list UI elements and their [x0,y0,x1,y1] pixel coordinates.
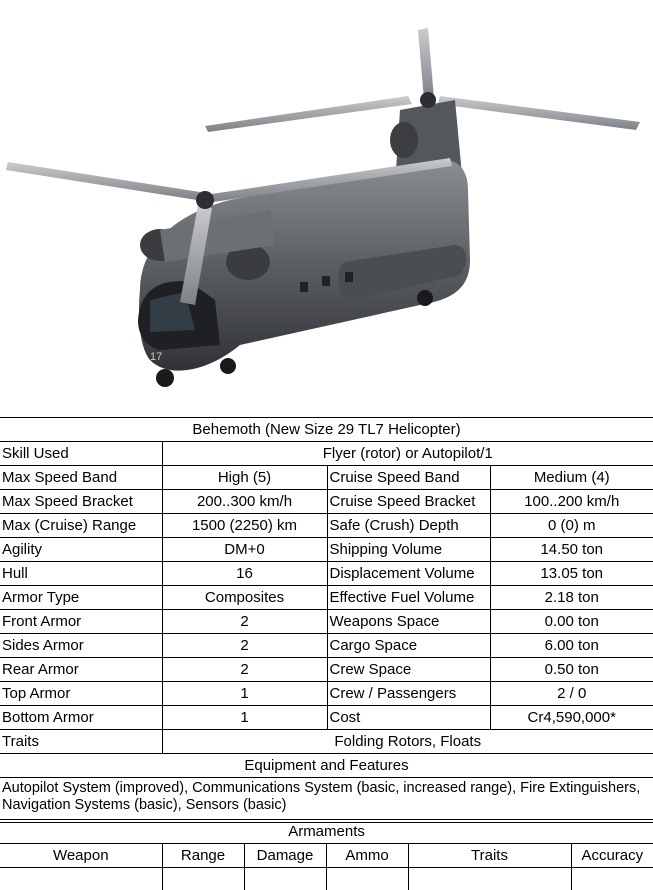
column-header-traits: Traits [408,844,571,868]
stat-value: Cr4,590,000* [490,706,653,730]
column-header-damage: Damage [244,844,326,868]
stats-row [0,514,653,538]
stats-row [0,562,653,586]
helicopter-image [0,0,653,417]
rear-rotor-blade [438,96,640,130]
stat-value: 1 [162,682,327,706]
stat-label: Cruise Speed Bracket [327,490,490,514]
stat-value: 6.00 ton [490,634,653,658]
stat-label: Effective Fuel Volume [327,586,490,610]
traits-label: Traits [0,730,162,754]
stat-label: Armor Type [0,586,162,610]
stats-row [0,610,653,634]
equipment-title: Equipment and Features [0,754,653,778]
traits-value: Folding Rotors, Floats [162,730,653,754]
stat-value: 2 / 0 [490,682,653,706]
skill-value: Flyer (rotor) or Autopilot/1 [162,442,653,466]
stat-label: Crew Space [327,658,490,682]
stat-value: 200..300 km/h [162,490,327,514]
armaments-title: Armaments [0,820,653,844]
stat-value: 0.00 ton [490,610,653,634]
stat-value: 0 (0) m [490,514,653,538]
stats-row [0,586,653,610]
stat-value: Medium (4) [490,466,653,490]
stat-label: Safe (Crush) Depth [327,514,490,538]
stat-label: Max Speed Band [0,466,162,490]
landing-wheel [156,369,174,387]
stat-label: Shipping Volume [327,538,490,562]
stats-row [0,682,653,706]
stat-label: Rear Armor [0,658,162,682]
rear-rotor-blade [205,96,412,132]
stat-label: Cost [327,706,490,730]
stat-label: Hull [0,562,162,586]
stat-value: DM+0 [162,538,327,562]
hull-number: 17 [150,351,162,363]
stats-row [0,706,653,730]
stats-table [0,417,653,823]
stats-row [0,634,653,658]
stat-value: 2 [162,634,327,658]
stat-value: Composites [162,586,327,610]
stat-value: 100..200 km/h [490,490,653,514]
stat-label: Displacement Volume [327,562,490,586]
stat-label: Front Armor [0,610,162,634]
landing-wheel [417,290,433,306]
stat-label: Agility [0,538,162,562]
stat-label: Top Armor [0,682,162,706]
rear-rotor-blade [418,28,434,100]
stat-label: Crew / Passengers [327,682,490,706]
stats-row [0,466,653,490]
equipment-list: Autopilot System (improved), Communications System (basic, increased range), Fire Extinguishers, Navigation Systems (basic), Sensors (basic) [0,778,653,823]
stat-value: 16 [162,562,327,586]
stat-label: Sides Armor [0,634,162,658]
skill-label: Skill Used [0,442,162,466]
stat-value: 2 [162,658,327,682]
stats-row [0,490,653,514]
stat-value: High (5) [162,466,327,490]
stat-label: Cruise Speed Band [327,466,490,490]
stat-label: Max Speed Bracket [0,490,162,514]
stat-value: 1500 (2250) km [162,514,327,538]
column-header-range: Range [162,844,244,868]
vehicle-title: Behemoth (New Size 29 TL7 Helicopter) [0,418,653,442]
stats-row [0,658,653,682]
stat-value: 2 [162,610,327,634]
stat-value: 13.05 ton [490,562,653,586]
stat-value: 0.50 ton [490,658,653,682]
stat-value: 1 [162,706,327,730]
column-header-weapon: Weapon [0,844,162,868]
column-header-accuracy: Accuracy [571,844,653,868]
stat-label: Cargo Space [327,634,490,658]
armaments-table [0,819,653,890]
stat-label: Weapons Space [327,610,490,634]
column-header-ammo: Ammo [326,844,408,868]
stat-value: 2.18 ton [490,586,653,610]
stat-value: 14.50 ton [490,538,653,562]
stats-row [0,538,653,562]
stat-label: Max (Cruise) Range [0,514,162,538]
stat-label: Bottom Armor [0,706,162,730]
front-rotor-blade [6,162,200,200]
landing-wheel [220,358,236,374]
